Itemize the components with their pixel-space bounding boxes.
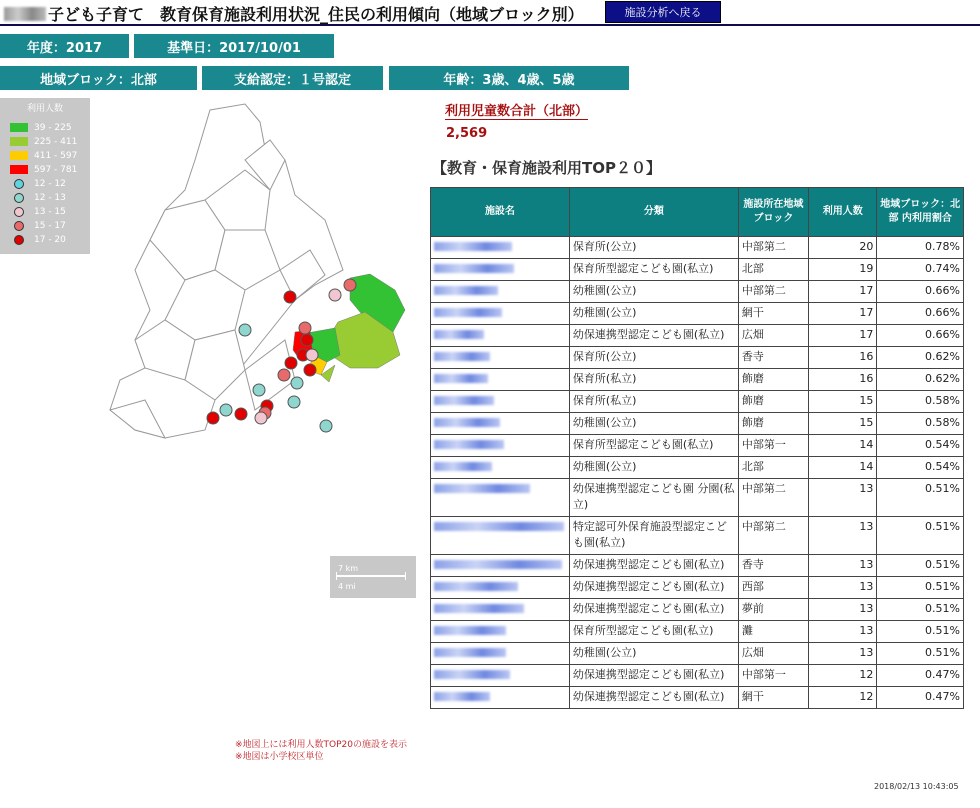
category-cell: 幼稚園(公立) <box>569 643 738 665</box>
facility-name-cell[interactable] <box>431 347 570 369</box>
table-row[interactable] <box>431 665 964 687</box>
location-block-cell: 中部第二 <box>738 237 808 259</box>
redacted-facility-name <box>434 670 510 679</box>
category-cell: 保育所(私立) <box>569 391 738 413</box>
count-cell: 13 <box>809 517 877 555</box>
redacted-facility-name <box>434 522 564 531</box>
legend-dot <box>14 179 24 189</box>
count-cell: 17 <box>809 325 877 347</box>
facility-name-cell[interactable] <box>431 517 570 555</box>
ratio-cell: 0.62% <box>877 369 964 391</box>
facility-marker[interactable] <box>255 412 267 424</box>
legend-point-label: 15 - 17 <box>34 220 66 231</box>
count-cell: 13 <box>809 599 877 621</box>
timestamp: 2018/02/13 10:43:05 <box>874 782 959 791</box>
facility-name-cell[interactable] <box>431 303 570 325</box>
legend-point-label: 13 - 15 <box>34 206 66 217</box>
facility-marker[interactable] <box>320 420 332 432</box>
category-cell: 幼保連携型認定こども園(私立) <box>569 577 738 599</box>
category-cell: 幼保連携型認定こども園(私立) <box>569 599 738 621</box>
category-cell: 幼保連携型認定こども園(私立) <box>569 555 738 577</box>
location-block-cell: 夢前 <box>738 599 808 621</box>
count-cell: 13 <box>809 479 877 517</box>
legend-swatch <box>10 123 28 132</box>
facility-name-cell[interactable] <box>431 457 570 479</box>
ratio-cell: 0.54% <box>877 435 964 457</box>
redacted-facility-name <box>434 330 484 339</box>
redacted-facility-name <box>434 264 514 273</box>
category-cell: 幼稚園(公立) <box>569 281 738 303</box>
facility-name-cell[interactable] <box>431 479 570 517</box>
legend-area-label: 39 - 225 <box>34 122 72 133</box>
header-ratio[interactable]: 地域ブロック：北部 内利用割合 <box>877 188 964 237</box>
legend-dot <box>14 207 24 217</box>
count-cell: 13 <box>809 577 877 599</box>
map-legend <box>0 98 90 254</box>
facility-marker[interactable] <box>291 377 303 389</box>
age-filter[interactable]: 年齢：3歳、4歳、5歳 <box>389 66 629 90</box>
table-row[interactable] <box>431 391 964 413</box>
category-cell: 幼保連携型認定こども園(私立) <box>569 687 738 709</box>
facility-marker[interactable] <box>329 289 341 301</box>
ratio-cell: 0.66% <box>877 325 964 347</box>
ratio-cell: 0.58% <box>877 413 964 435</box>
legend-area-row <box>10 136 77 147</box>
category-cell: 幼保連携型認定こども園 分園(私立) <box>569 479 738 517</box>
table-row[interactable] <box>431 369 964 391</box>
redacted-facility-name <box>434 308 502 317</box>
count-cell: 12 <box>809 687 877 709</box>
ratio-cell: 0.51% <box>877 599 964 621</box>
redacted-facility-name <box>434 648 506 657</box>
facility-marker[interactable] <box>253 384 265 396</box>
total-value: 2,569 <box>446 126 488 141</box>
facility-marker[interactable] <box>288 396 300 408</box>
ratio-cell: 0.62% <box>877 347 964 369</box>
table-row[interactable] <box>431 643 964 665</box>
facility-marker[interactable] <box>306 349 318 361</box>
location-block-cell: 灘 <box>738 621 808 643</box>
redacted-city-name <box>4 7 46 21</box>
count-cell: 13 <box>809 555 877 577</box>
category-cell: 幼保連携型認定こども園(私立) <box>569 325 738 347</box>
ratio-cell: 0.51% <box>877 643 964 665</box>
legend-point-row <box>10 220 66 231</box>
facility-marker[interactable] <box>220 404 232 416</box>
ratio-cell: 0.51% <box>877 555 964 577</box>
facility-name-cell[interactable] <box>431 435 570 457</box>
legend-point-label: 12 - 13 <box>34 192 66 203</box>
count-cell: 13 <box>809 643 877 665</box>
city-map[interactable] <box>95 100 415 500</box>
redacted-facility-name <box>434 604 524 613</box>
legend-area-row <box>10 164 77 175</box>
facility-marker[interactable] <box>278 369 290 381</box>
facility-name-cell[interactable] <box>431 391 570 413</box>
count-cell: 16 <box>809 369 877 391</box>
facility-marker[interactable] <box>207 412 219 424</box>
ratio-cell: 0.66% <box>877 303 964 325</box>
top20-title: 【教育・保育施設利用TOP２０】 <box>432 159 661 177</box>
header-divider <box>0 24 980 26</box>
total-label: 利用児童数合計（北部） <box>445 100 588 120</box>
facility-marker[interactable] <box>239 324 251 336</box>
table-row[interactable] <box>431 479 964 517</box>
location-block-cell: 西部 <box>738 577 808 599</box>
header-category[interactable]: 分類 <box>569 188 738 237</box>
table-row[interactable] <box>431 413 964 435</box>
location-block-cell: 広畑 <box>738 643 808 665</box>
table-row[interactable] <box>431 281 964 303</box>
title-text: 子ども子育て 教育保育施設利用状況_住民の利用傾向（地域ブロック別） <box>48 5 584 24</box>
ratio-cell: 0.54% <box>877 457 964 479</box>
category-cell: 保育所型認定こども園(私立) <box>569 259 738 281</box>
table-header-row <box>431 188 964 237</box>
category-cell: 保育所(私立) <box>569 369 738 391</box>
table-row[interactable] <box>431 599 964 621</box>
legend-area-label: 411 - 597 <box>34 150 78 161</box>
facility-marker[interactable] <box>344 279 356 291</box>
ratio-cell: 0.47% <box>877 665 964 687</box>
legend-dot <box>14 221 24 231</box>
map-scale <box>330 556 416 598</box>
redacted-facility-name <box>434 692 490 701</box>
legend-area-row <box>10 150 77 161</box>
table-row[interactable] <box>431 555 964 577</box>
location-block-cell: 中部第二 <box>738 281 808 303</box>
map-notes <box>235 739 407 763</box>
page-title <box>4 2 584 25</box>
table-row[interactable] <box>431 517 964 555</box>
legend-swatch <box>10 137 28 146</box>
header-facility-name[interactable]: 施設名 <box>431 188 570 237</box>
count-cell: 14 <box>809 435 877 457</box>
top20-table <box>430 187 964 709</box>
ratio-cell: 0.47% <box>877 687 964 709</box>
redacted-facility-name <box>434 242 512 251</box>
table-row[interactable] <box>431 435 964 457</box>
count-cell: 12 <box>809 665 877 687</box>
facility-marker[interactable] <box>304 364 316 376</box>
header-count[interactable]: 利用人数 <box>809 188 877 237</box>
redacted-facility-name <box>434 582 518 591</box>
facility-name-cell[interactable] <box>431 599 570 621</box>
facility-name-cell[interactable] <box>431 325 570 347</box>
note-2: ※地図は小学校区単位 <box>235 752 324 762</box>
redacted-facility-name <box>434 484 530 493</box>
table-row[interactable] <box>431 259 964 281</box>
count-cell: 13 <box>809 621 877 643</box>
redacted-facility-name <box>434 396 494 405</box>
legend-point-label: 12 - 12 <box>34 178 66 189</box>
location-block-cell: 網干 <box>738 303 808 325</box>
table-row[interactable] <box>431 687 964 709</box>
ratio-cell: 0.51% <box>877 621 964 643</box>
location-block-cell: 香寺 <box>738 555 808 577</box>
location-block-cell: 飾磨 <box>738 391 808 413</box>
table-row[interactable] <box>431 347 964 369</box>
legend-area-label: 597 - 781 <box>34 164 78 175</box>
facility-name-cell[interactable] <box>431 665 570 687</box>
legend-swatch <box>10 151 28 160</box>
year-filter[interactable]: 年度：2017 <box>0 34 129 58</box>
count-cell: 17 <box>809 303 877 325</box>
facility-marker[interactable] <box>284 291 296 303</box>
legend-swatch <box>10 165 28 174</box>
facility-name-cell[interactable] <box>431 413 570 435</box>
facility-name-cell[interactable] <box>431 621 570 643</box>
location-block-cell: 網干 <box>738 687 808 709</box>
count-cell: 17 <box>809 281 877 303</box>
ratio-cell: 0.66% <box>877 281 964 303</box>
location-block-cell: 広畑 <box>738 325 808 347</box>
redacted-facility-name <box>434 286 498 295</box>
location-block-cell: 中部第二 <box>738 479 808 517</box>
legend-dot <box>14 235 24 245</box>
certification-filter[interactable]: 支給認定：１号認定 <box>202 66 383 90</box>
ratio-cell: 0.51% <box>877 517 964 555</box>
legend-point-row <box>10 192 66 203</box>
redacted-facility-name <box>434 626 506 635</box>
count-cell: 15 <box>809 391 877 413</box>
category-cell: 保育所型認定こども園(私立) <box>569 621 738 643</box>
category-cell: 保育所型認定こども園(私立) <box>569 435 738 457</box>
facility-name-cell[interactable] <box>431 687 570 709</box>
category-cell: 幼保連携型認定こども園(私立) <box>569 665 738 687</box>
map-districts <box>110 104 343 438</box>
legend-area-row <box>10 122 72 133</box>
table-row[interactable] <box>431 237 964 259</box>
base-date-filter[interactable]: 基準日：2017/10/01 <box>134 34 334 58</box>
count-cell: 14 <box>809 457 877 479</box>
table-row[interactable] <box>431 325 964 347</box>
redacted-facility-name <box>434 462 492 471</box>
redacted-facility-name <box>434 560 562 569</box>
category-cell: 保育所(公立) <box>569 237 738 259</box>
back-to-facility-analysis-button[interactable]: 施設分析へ戻る <box>605 1 721 23</box>
location-block-cell: 北部 <box>738 457 808 479</box>
location-block-cell: 香寺 <box>738 347 808 369</box>
facility-name-cell[interactable] <box>431 577 570 599</box>
location-block-cell: 飾磨 <box>738 413 808 435</box>
facility-marker[interactable] <box>285 357 297 369</box>
facility-name-cell[interactable] <box>431 281 570 303</box>
facility-name-cell[interactable] <box>431 643 570 665</box>
facility-name-cell[interactable] <box>431 259 570 281</box>
facility-name-cell[interactable] <box>431 555 570 577</box>
table-row[interactable] <box>431 577 964 599</box>
redacted-facility-name <box>434 374 488 383</box>
legend-point-label: 17 - 20 <box>34 234 66 245</box>
redacted-facility-name <box>434 352 490 361</box>
location-block-cell: 中部第一 <box>738 665 808 687</box>
note-1: ※地図上には利用人数TOP20の施設を表示 <box>235 740 408 750</box>
category-cell: 幼稚園(公立) <box>569 303 738 325</box>
category-cell: 特定認可外保育施設型認定こども園(私立) <box>569 517 738 555</box>
location-block-cell: 中部第一 <box>738 435 808 457</box>
count-cell: 20 <box>809 237 877 259</box>
location-block-cell: 北部 <box>738 259 808 281</box>
facility-name-cell[interactable] <box>431 369 570 391</box>
location-block-cell: 中部第二 <box>738 517 808 555</box>
ratio-cell: 0.74% <box>877 259 964 281</box>
legend-dot <box>14 193 24 203</box>
redacted-facility-name <box>434 440 504 449</box>
legend-title: 利用人数 <box>26 104 63 114</box>
category-cell: 保育所(公立) <box>569 347 738 369</box>
table-row[interactable] <box>431 457 964 479</box>
category-cell: 幼稚園(公立) <box>569 457 738 479</box>
count-cell: 16 <box>809 347 877 369</box>
facility-marker[interactable] <box>299 322 311 334</box>
ratio-cell: 0.51% <box>877 479 964 517</box>
legend-point-row <box>10 178 66 189</box>
table-row[interactable] <box>431 303 964 325</box>
location-block-cell: 飾磨 <box>738 369 808 391</box>
facility-marker[interactable] <box>301 334 313 346</box>
legend-point-row <box>10 234 66 245</box>
redacted-facility-name <box>434 418 500 427</box>
block-filter[interactable]: 地域ブロック：北部 <box>0 66 197 90</box>
scale-bar <box>336 575 406 577</box>
header-location-block[interactable]: 施設所在地域ブロック <box>738 188 808 237</box>
legend-area-label: 225 - 411 <box>34 136 78 147</box>
category-cell: 幼稚園(公立) <box>569 413 738 435</box>
count-cell: 19 <box>809 259 877 281</box>
legend-point-row <box>10 206 66 217</box>
table-row[interactable] <box>431 621 964 643</box>
ratio-cell: 0.51% <box>877 577 964 599</box>
ratio-cell: 0.58% <box>877 391 964 413</box>
facility-name-cell[interactable] <box>431 237 570 259</box>
ratio-cell: 0.78% <box>877 237 964 259</box>
scale-km: 7 km <box>338 564 359 573</box>
count-cell: 15 <box>809 413 877 435</box>
facility-marker[interactable] <box>235 408 247 420</box>
scale-mi: 4 mi <box>338 582 356 591</box>
